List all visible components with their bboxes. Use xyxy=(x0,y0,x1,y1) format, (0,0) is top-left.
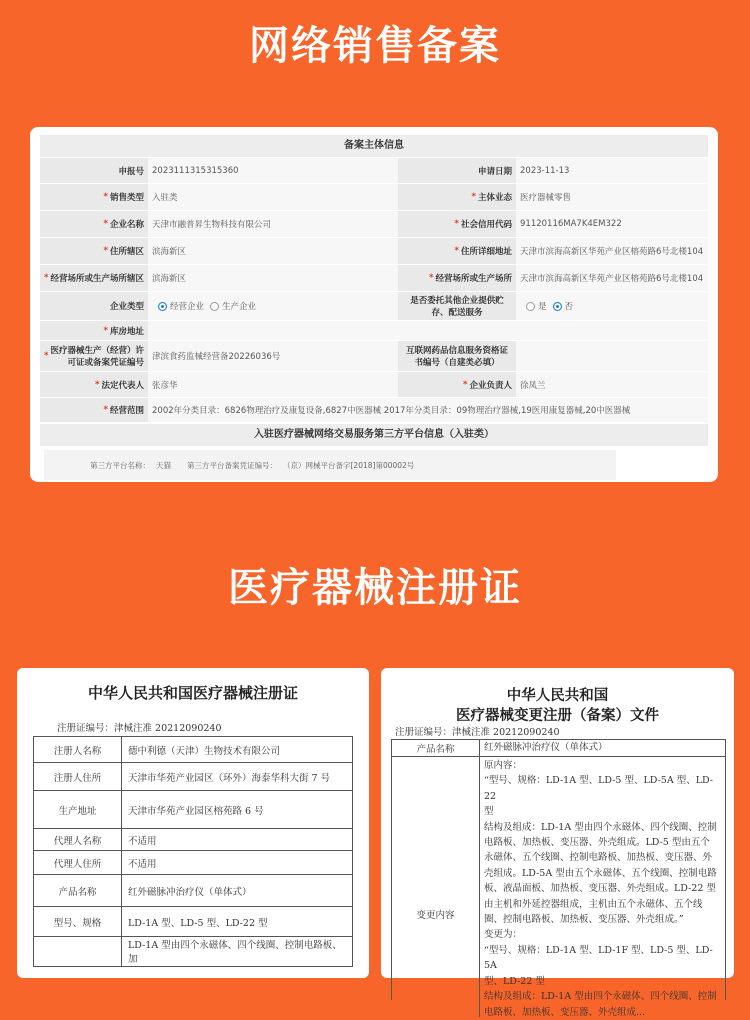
field-label: * 企业负责人 xyxy=(398,372,516,397)
radio-production-enterprise[interactable] xyxy=(210,302,219,311)
record-row xyxy=(40,292,708,321)
field-label: * 住所辖区 xyxy=(40,238,148,264)
field-value xyxy=(148,321,708,340)
table-row: LD-1A 型由四个永磁体、四个线圈、控制电路板、加 xyxy=(34,937,353,967)
field-label: 互联网药品信息服务资格证书编号（自建类必填） xyxy=(398,341,516,371)
record-card-title: 备案主体信息 xyxy=(40,135,708,157)
platform-record-label: 第三方平台备案凭证编号： xyxy=(187,460,277,470)
table-row: 代理人住所 不适用 xyxy=(34,851,353,875)
field-label: * 经营场所或生产场所辖区 xyxy=(40,265,148,291)
registration-number: 注册证编号：津械注准 20212090240 xyxy=(57,723,222,734)
record-row xyxy=(40,321,708,341)
field-label: * 医疗器械生产（经营）许可证或备案凭证编号 xyxy=(40,341,148,371)
field-value: 张彦华 xyxy=(148,372,398,397)
radio-business-enterprise[interactable] xyxy=(158,302,167,311)
field-label: * 销售类型 xyxy=(40,184,148,210)
document-title-line1: 中华人民共和国 xyxy=(506,687,609,704)
record-row xyxy=(40,398,708,423)
document-title-line2: 医疗器械变更注册（备案）文件 xyxy=(456,707,659,724)
required-icon: * xyxy=(429,273,434,283)
required-icon: * xyxy=(463,379,468,390)
field-value: 医疗器械零售 xyxy=(516,184,708,210)
required-icon: * xyxy=(44,351,49,361)
field-label: * 社会信用代码 xyxy=(398,211,516,237)
platform-section-title: 入驻医疗器械网络交易服务第三方平台信息（入驻类） xyxy=(40,424,708,446)
required-icon: * xyxy=(471,192,476,202)
record-row xyxy=(40,372,708,398)
table-row xyxy=(392,757,725,1017)
table-row xyxy=(392,740,725,757)
change-content: 原内容： “型号、规格：LD-1A 型、LD-5 型、LD-5A 型、LD-22 型 结构及组成：LD-1A 型由四个永磁体、四个线圈、控制 电路板、加热板、变压器、外壳组成。LD-5 型由五个 永磁体、五个线圈、控制电路板、加热板、变压器、外 壳组成。LD-5A 型由五个永磁体、五个线圈、控制电路 板、液晶面板、加热板、变压器、外壳组成。LD-22 型 由主机和外延控器组成，主机由五个永磁体、五个线 圈、控制电路板、加热板、变压器、外壳组成。” 变更为： “型号、规格：LD-1A 型、LD-1F 型、LD-5 型、LD-5A 型、LD-22 型 结构及组成：LD-1A 型由四个永磁体、四个线圈、控制 电路板、加热板、变压器、外壳组成... xyxy=(484,760,717,1018)
field-label: 企业类型 xyxy=(40,292,148,320)
section-heading-record: 网络销售备案 xyxy=(249,23,501,69)
record-row xyxy=(40,265,708,292)
field-label: * 经营场所或生产场所 xyxy=(398,265,516,291)
table-row: 产品名称 红外磁脉冲治疗仪（单体式） xyxy=(34,875,353,907)
field-value: 2002年分类目录：6826物理治疗及康复设备,6827中医器械 2017年分类目录：09物理治疗器械,19医用康复器械,20中医器械 xyxy=(148,398,708,422)
required-icon: * xyxy=(95,379,100,390)
platform-info xyxy=(44,450,616,480)
platform-record: （京）网械平台备字[2018]第00002号 xyxy=(283,460,415,470)
table-row: 型号、规格 LD-1A 型、LD-5 型、LD-22 型 xyxy=(34,907,353,937)
field-value: 津滨食药监械经营备20226036号 xyxy=(148,341,398,371)
field-label: * 库房地址 xyxy=(40,321,148,340)
field-value: 滨海新区 xyxy=(148,265,398,291)
field-value: 91120116MA7K4EM322 xyxy=(516,211,708,237)
field-label: 是否委托其他企业提供贮存、配送服务 xyxy=(398,292,516,320)
certificate-table xyxy=(33,736,353,967)
field-value: 20231113153153​60 xyxy=(148,158,398,183)
certificate-title: 中华人民共和国医疗器械注册证 xyxy=(87,684,298,702)
field-value: 入驻类 xyxy=(148,184,398,210)
field-label: * 企业名称 xyxy=(40,211,148,237)
field-value: 天津市滨海高新区华苑产业区榕苑路6号北楼104 xyxy=(516,238,708,264)
field-label: 申请日期 xyxy=(398,158,516,183)
enterprise-type-radios: 经营企业 生产企业 xyxy=(148,292,398,320)
field-value: 2023-11-13 xyxy=(516,158,708,183)
field-value: 徐凤兰 xyxy=(516,372,708,397)
third-party-radios: 是 否 xyxy=(516,292,708,320)
platform-name: 天猫 xyxy=(156,460,171,470)
product-label: 产品名称 xyxy=(392,740,480,756)
required-icon: * xyxy=(103,219,108,229)
product-value: 红外磁脉冲治疗仪（单体式） xyxy=(484,742,608,753)
table-row: 注册人名称 德中利德（天津）生物技术有限公司 xyxy=(34,737,353,763)
field-value: 天津市融普昇生物科技有限公司 xyxy=(148,211,398,237)
field-label: 申报号 xyxy=(40,158,148,183)
required-icon: * xyxy=(454,219,459,229)
required-icon: * xyxy=(103,246,108,256)
required-icon: * xyxy=(103,325,108,336)
registration-number: 注册证编号：津械注准 20212090240 xyxy=(395,727,560,738)
record-row xyxy=(40,184,708,211)
record-row xyxy=(40,158,708,184)
section-heading-license: 医疗器械注册证 xyxy=(228,565,522,611)
record-row xyxy=(40,238,708,265)
radio-yes[interactable] xyxy=(526,302,535,311)
required-icon: * xyxy=(454,246,459,256)
field-label: * 住所详细地址 xyxy=(398,238,516,264)
field-value: 天津市滨海高新区华苑产业区榕苑路6号北楼104 xyxy=(516,265,708,291)
field-value: 滨海新区 xyxy=(148,238,398,264)
field-label: * 法定代表人 xyxy=(40,372,148,397)
platform-name-label: 第三方平台名称： xyxy=(90,460,150,470)
table-row: 注册人住所 天津市华苑产业园区（环外）海泰华科大街 7 号 xyxy=(34,763,353,791)
registration-certificate xyxy=(17,668,369,978)
record-row xyxy=(40,341,708,372)
change-label: 变更内容 xyxy=(392,757,480,1017)
table-row: 代理人名称 不适用 xyxy=(34,829,353,851)
required-icon: * xyxy=(103,405,108,415)
required-icon: * xyxy=(103,192,108,202)
record-card xyxy=(30,127,718,482)
change-table xyxy=(391,739,726,1018)
change-registration-document xyxy=(381,668,734,1018)
field-value xyxy=(516,341,708,371)
field-label: * 经营范围 xyxy=(40,398,148,422)
table-row: 生产地址 天津市华苑产业园区榕苑路 6 号 xyxy=(34,791,353,829)
radio-no[interactable] xyxy=(553,302,562,311)
record-row xyxy=(40,211,708,238)
required-icon: * xyxy=(44,273,49,283)
field-label: * 主体业态 xyxy=(398,184,516,210)
